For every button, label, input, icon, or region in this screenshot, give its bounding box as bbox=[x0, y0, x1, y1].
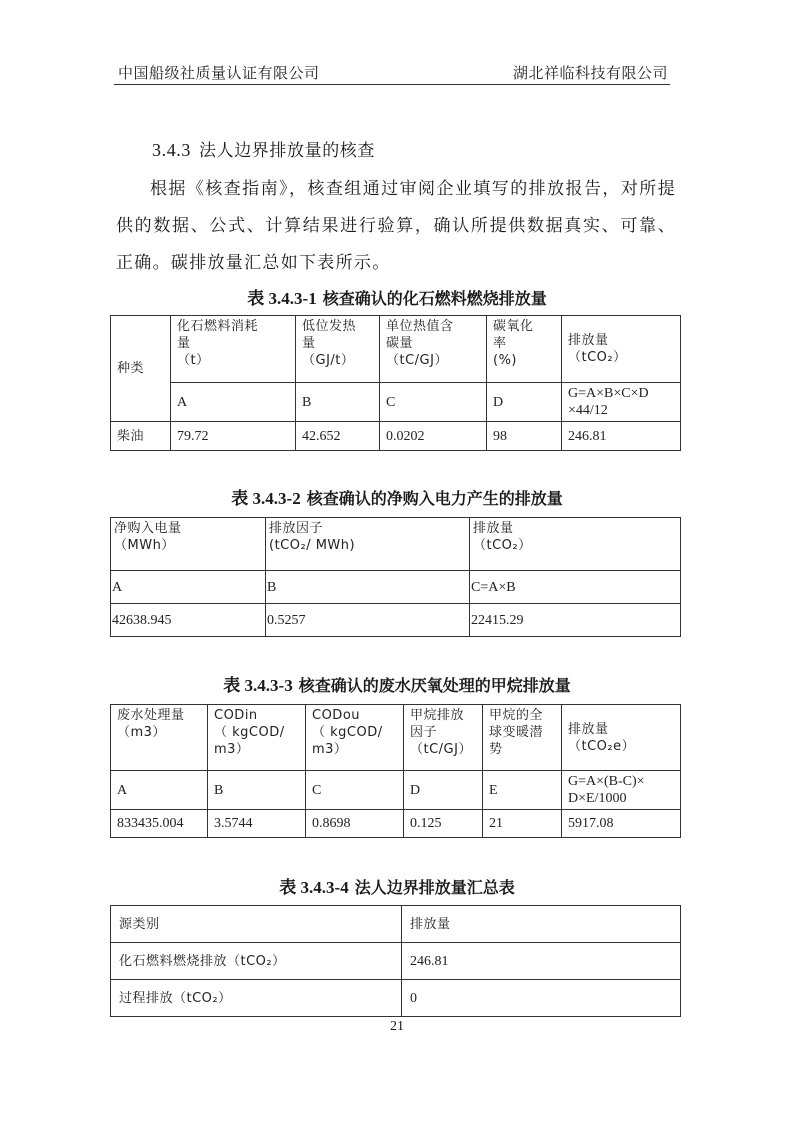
table1-formula-c: C bbox=[380, 383, 487, 422]
table1-header-calorific: 低位发热 量 （GJ/t） bbox=[296, 316, 380, 383]
table2-caption-text: 核查确认的净购入电力产生的排放量 bbox=[306, 489, 563, 508]
table4-header-emission: 排放量 bbox=[402, 906, 681, 943]
table3-header-codout: CODou （ kgCOD/ m3） bbox=[306, 705, 404, 771]
section-heading bbox=[152, 136, 375, 161]
table-row bbox=[111, 518, 681, 571]
section-title: 法人边界排放量的核查 bbox=[199, 141, 375, 161]
table4-value-cell: 246.81 bbox=[402, 943, 681, 980]
table1-caption-text: 核查确认的化石燃料燃烧排放量 bbox=[322, 289, 547, 308]
table1-value-emission: 246.81 bbox=[562, 422, 681, 451]
table3-formula-c: C bbox=[306, 771, 404, 810]
table3-wastewater bbox=[110, 704, 681, 838]
table1-col-type: 种类 bbox=[111, 316, 171, 422]
table1-value-oxidation: 98 bbox=[487, 422, 562, 451]
table1-header-consumption: 化石燃料消耗 量 （t） bbox=[171, 316, 296, 383]
table2-electricity bbox=[110, 517, 681, 637]
table2-formula-c: C=A×B bbox=[470, 571, 681, 604]
table3-formula-b: B bbox=[208, 771, 306, 810]
table3-header-gwp: 甲烷的全 球变暖潜 势 bbox=[483, 705, 562, 771]
table4-source-cell: 化石燃料燃烧排放（tCO₂） bbox=[111, 943, 402, 980]
table4-caption-text: 法人边界排放量汇总表 bbox=[354, 878, 515, 897]
table3-value-codin: 3.5744 bbox=[208, 810, 306, 838]
table3-value-codout: 0.8698 bbox=[306, 810, 404, 838]
table2-value-emission: 22415.29 bbox=[470, 604, 681, 637]
table1-value-carbon: 0.0202 bbox=[380, 422, 487, 451]
table1-fossil-fuel bbox=[110, 315, 681, 451]
table2-value-purchased: 42638.945 bbox=[111, 604, 266, 637]
table3-value-emission: 5917.08 bbox=[562, 810, 681, 838]
table1-value-calorific: 42.652 bbox=[296, 422, 380, 451]
table-row bbox=[111, 705, 681, 771]
table3-formula-a: A bbox=[111, 771, 208, 810]
table3-header-volume: 废水处理量 （m3） bbox=[111, 705, 208, 771]
table2-formula-b: B bbox=[266, 571, 470, 604]
table3-header-methane-factor: 甲烷排放 因子 （tC/GJ） bbox=[404, 705, 483, 771]
header-divider bbox=[114, 84, 670, 85]
table3-formula-d: D bbox=[404, 771, 483, 810]
table1-value-consumption: 79.72 bbox=[171, 422, 296, 451]
table3-formula-g: G=A×(B-C)× D×E/1000 bbox=[562, 771, 681, 810]
table1-fuel-type: 柴油 bbox=[111, 422, 171, 451]
table1-header-emission: 排放量 （tCO₂） bbox=[562, 316, 681, 383]
table-row bbox=[111, 316, 681, 383]
table3-value-volume: 833435.004 bbox=[111, 810, 208, 838]
table3-caption-text: 核查确认的废水厌氧处理的甲烷排放量 bbox=[298, 676, 571, 695]
table2-caption bbox=[0, 484, 794, 509]
table4-caption bbox=[0, 873, 794, 898]
table-row bbox=[111, 571, 681, 604]
table3-caption bbox=[0, 671, 794, 696]
table3-value-gwp: 21 bbox=[483, 810, 562, 838]
table2-value-factor: 0.5257 bbox=[266, 604, 470, 637]
section-number: 3.4.3 bbox=[152, 140, 191, 160]
table3-value-methane-factor: 0.125 bbox=[404, 810, 483, 838]
table4-value-cell: 0 bbox=[402, 980, 681, 1017]
table1-formula-a: A bbox=[171, 383, 296, 422]
table1-caption-number: 表 3.4.3-1 bbox=[247, 289, 317, 308]
table2-formula-a: A bbox=[111, 571, 266, 604]
table-row bbox=[111, 604, 681, 637]
table-row bbox=[111, 383, 681, 422]
table1-formula-d: D bbox=[487, 383, 562, 422]
page-number: 21 bbox=[390, 1019, 404, 1034]
table-row bbox=[111, 810, 681, 838]
table1-formula-b: B bbox=[296, 383, 380, 422]
table2-caption-number: 表 3.4.3-2 bbox=[231, 489, 301, 508]
table2-header-emission: 排放量 （tCO₂） bbox=[470, 518, 681, 571]
table2-header-purchased: 净购入电量 （MWh） bbox=[111, 518, 266, 571]
table1-header-carbon: 单位热值含 碳量 （tC/GJ） bbox=[380, 316, 487, 383]
header-company-right: 湖北祥临科技有限公司 bbox=[512, 64, 668, 82]
table3-header-codin: CODin （ kgCOD/ m3） bbox=[208, 705, 306, 771]
table1-header-oxidation: 碳氧化 率 (%) bbox=[487, 316, 562, 383]
table4-source-cell: 过程排放（tCO₂） bbox=[111, 980, 402, 1017]
table-row bbox=[111, 943, 681, 980]
table1-formula-g: G=A×B×C×D ×44/12 bbox=[562, 383, 681, 422]
table3-caption-number: 表 3.4.3-3 bbox=[223, 676, 293, 695]
table2-header-factor: 排放因子 (tCO₂/ MWh) bbox=[266, 518, 470, 571]
table4-caption-number: 表 3.4.3-4 bbox=[279, 878, 349, 897]
body-paragraph: 根据《核查指南》，核查组通过审阅企业填写的排放报告，对所提供的数据、公式、计算结果进行验算，确认所提供数据真实、可靠、正确。碳排放量汇总如下表所示。 bbox=[116, 179, 676, 273]
table-row bbox=[111, 906, 681, 943]
table-row bbox=[111, 771, 681, 810]
table-row bbox=[111, 422, 681, 451]
table1-caption bbox=[0, 284, 794, 309]
table4-summary bbox=[110, 905, 681, 1017]
table3-formula-e: E bbox=[483, 771, 562, 810]
table3-header-emission: 排放量 （tCO₂e） bbox=[562, 705, 681, 771]
header-company-left: 中国船级社质量认证有限公司 bbox=[118, 64, 320, 82]
table4-header-source: 源类别 bbox=[111, 906, 402, 943]
table-row bbox=[111, 980, 681, 1017]
